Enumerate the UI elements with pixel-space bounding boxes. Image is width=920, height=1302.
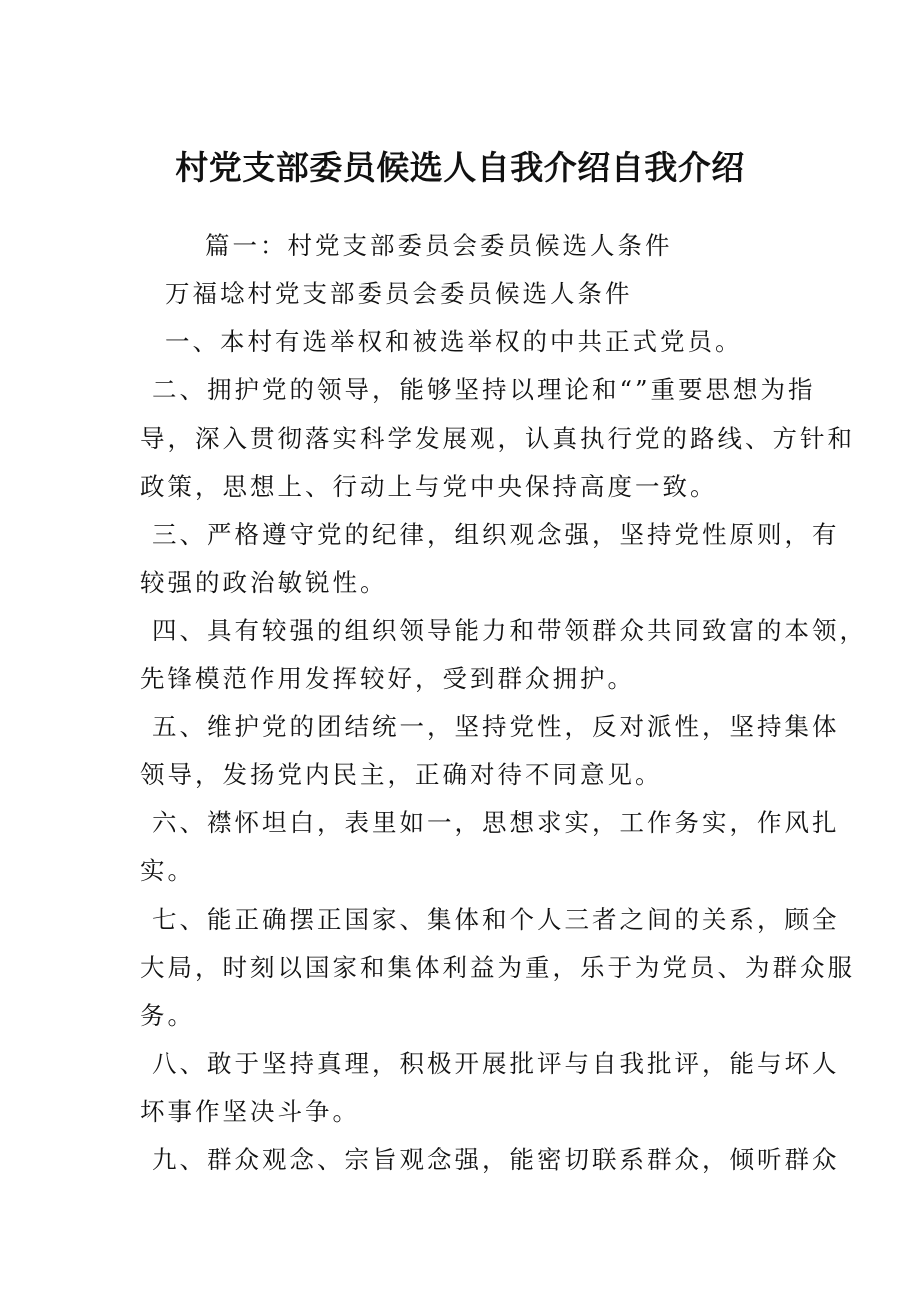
- paragraph-line: 五、维护党的团结统一，坚持党性，反对派性，坚持集体: [152, 712, 840, 741]
- paragraph-line: 先锋模范作用发挥较好，受到群众拥护。: [140, 664, 635, 693]
- paragraph-line: 大局，时刻以国家和集体利益为重，乐于为党员、为群众服: [140, 953, 855, 982]
- subheading: 万福埝村党支部委员会委员候选人条件: [165, 279, 633, 308]
- section-heading: 篇一：村党支部委员会委员候选人条件: [205, 231, 673, 260]
- paragraph-line: 七、能正确摆正国家、集体和个人三者之间的关系，顾全: [152, 905, 840, 934]
- paragraph-line: 实。: [140, 856, 195, 885]
- paragraph-line: 四、具有较强的组织领导能力和带领群众共同致富的本领，: [152, 616, 867, 645]
- paragraph-line: 三、严格遵守党的纪律，组织观念强，坚持党性原则，有: [152, 520, 840, 549]
- paragraph-line: 较强的政治敏锐性。: [140, 568, 388, 597]
- paragraph-line: 务。: [140, 1001, 195, 1030]
- document-title: 村党支部委员候选人自我介绍自我介绍: [175, 148, 745, 187]
- paragraph-line: 六、襟怀坦白，表里如一，思想求实，工作务实，作风扎: [152, 808, 840, 837]
- paragraph-line: 八、敢于坚持真理，积极开展批评与自我批评，能与坏人: [152, 1049, 840, 1078]
- paragraph-line: 坏事作坚决斗争。: [140, 1097, 360, 1126]
- paragraph-line: 政策，思想上、行动上与党中央保持高度一致。: [140, 472, 718, 501]
- paragraph-line: 领导，发扬党内民主，正确对待不同意见。: [140, 760, 663, 789]
- paragraph-line: 导，深入贯彻落实科学发展观，认真执行党的路线、方针和: [140, 424, 855, 453]
- paragraph-line: 二、拥护党的领导，能够坚持以理论和“”重要思想为指: [152, 375, 816, 404]
- paragraph-line: 九、群众观念、宗旨观念强，能密切联系群众，倾听群众: [152, 1145, 840, 1174]
- paragraph-line: 一、本村有选举权和被选举权的中共正式党员。: [165, 327, 743, 356]
